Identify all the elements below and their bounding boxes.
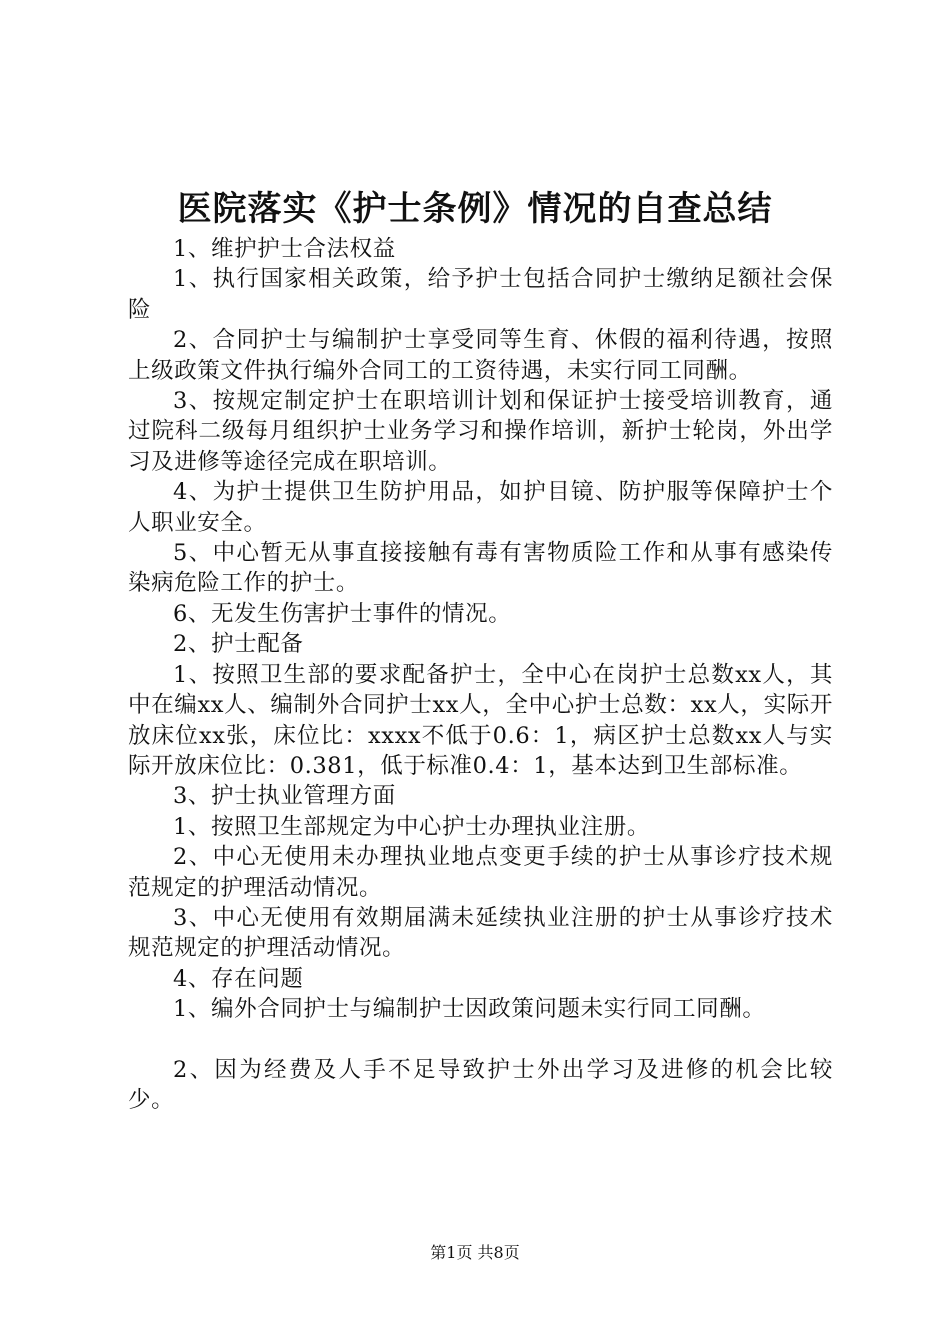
page-number-footer: 第1页 共8页 [430,1243,520,1262]
paragraph: 2、合同护士与编制护士享受同等生育、休假的福利待遇，按照上级政策文件执行编外合同工的工资待遇，未实行同工同酬。 [128,327,833,384]
paragraph: 1、执行国家相关政策，给予护士包括合同护士缴纳足额社会保险 [128,266,833,323]
document-title: 医院落实《护士条例》情况的自查总结 [177,189,773,229]
blank-line [128,1025,833,1055]
section-heading: 1、维护护士合法权益 [173,236,396,262]
section-heading: 4、存在问题 [173,965,304,992]
section-heading: 2、护士配备 [173,631,304,658]
paragraph: 6、无发生伤害护士事件的情况。 [173,600,512,627]
paragraph: 2、中心无使用未办理执业地点变更手续的护士从事诊疗技术规范规定的护理活动情况。 [128,844,833,901]
document-body [128,234,833,1115]
paragraph: 3、按规定制定护士在职培训计划和保证护士接受培训教育，通过院科二级每月组织护士业务学习和操作培训，新护士轮岗，外出学习及进修等途径完成在职培训。 [128,388,833,475]
paragraph: 5、中心暂无从事直接接触有毒有害物质险工作和从事有感染传染病危险工作的护士。 [128,540,833,597]
paragraph: 1、编外合同护士与编制护士因政策问题未实行同工同酬。 [173,996,766,1023]
paragraph: 1、按照卫生部的要求配备护士，全中心在岗护士总数xx人，其中在编xx人、编制外合同护士xx人，全中心护士总数：xx人，实际开放床位xx张，床位比：xxxx不低于0.6：1，病区护士总数xx人与实际开放床位比：0.381，低于标准0.4：1，基本达到卫生部标准。 [128,661,833,779]
paragraph: 3、中心无使用有效期届满未延续执业注册的护士从事诊疗技术规范规定的护理活动情况。 [128,904,833,962]
paragraph: 1、按照卫生部规定为中心护士办理执业注册。 [173,813,650,840]
paragraph: 2、因为经费及人手不足导致护士外出学习及进修的机会比较少。 [128,1056,833,1113]
paragraph: 4、为护士提供卫生防护用品，如护目镜、防护服等保障护士个人职业安全。 [128,479,833,536]
section-heading: 3、护士执业管理方面 [173,783,396,810]
